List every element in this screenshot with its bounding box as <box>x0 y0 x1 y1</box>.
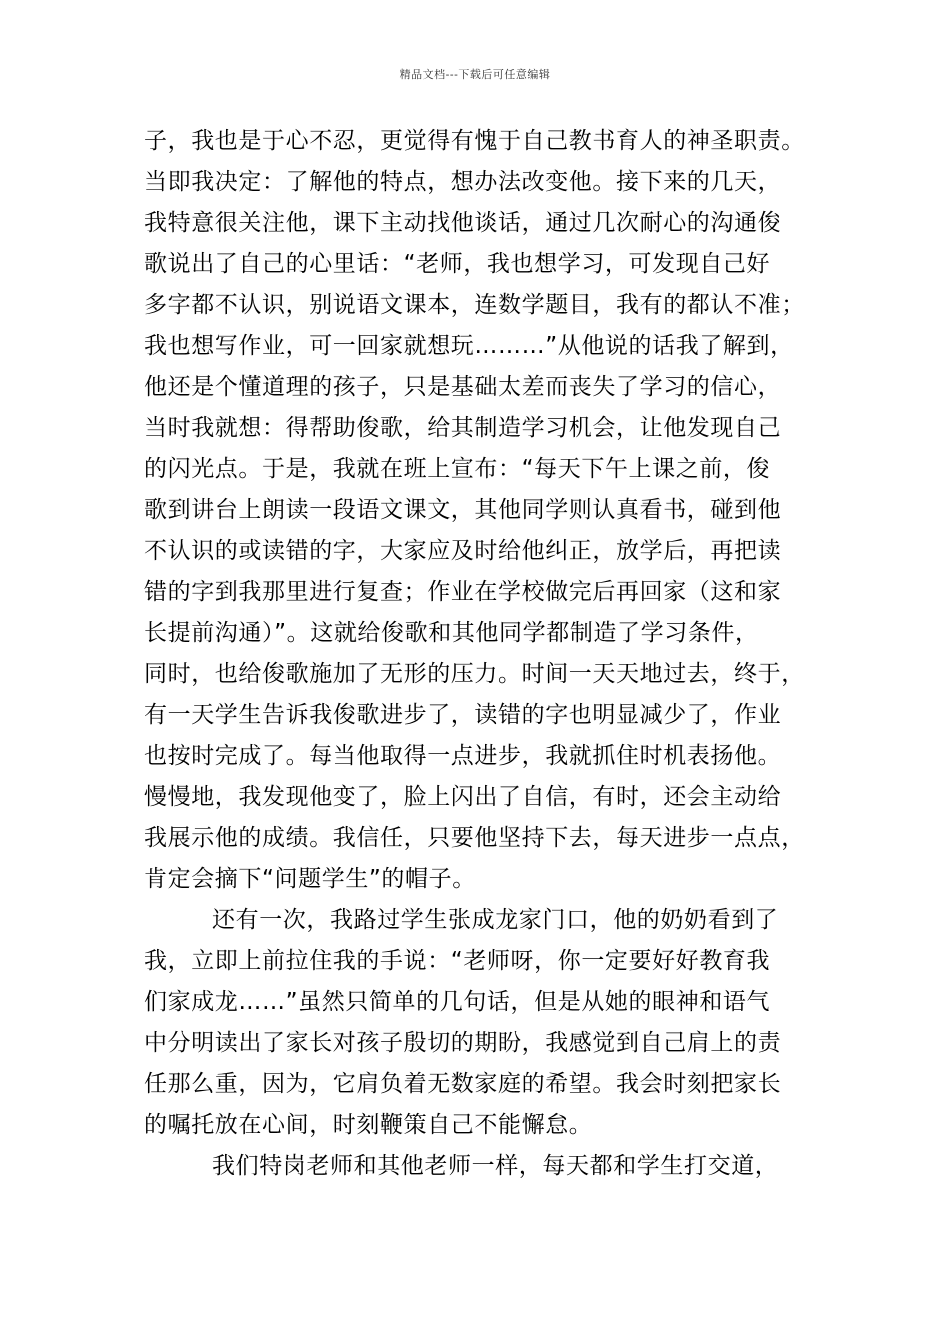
text-line: 当即我决定：了解他的特点，想办法改变他。接下来的几天， <box>144 169 782 195</box>
text-line: 错的字到我那里进行复查；作业在学校做完后再回家（这和家 <box>144 579 782 605</box>
text-line: 任那么重，因为，它肩负着无数家庭的希望。我会时刻把家长 <box>144 1071 782 1097</box>
paragraph-first-line: 还有一次，我路过学生张成龙家门口，他的奶奶看到了 <box>212 907 779 933</box>
text-line: 多字都不认识，别说语文课本，连数学题目，我有的都认不准； <box>144 292 805 318</box>
text-line: 中分明读出了家长对孩子殷切的期盼，我感觉到自己肩上的责 <box>144 1030 782 1056</box>
text-line: 我展示他的成绩。我信任，只要他坚持下去，每天进步一点点， <box>144 825 805 851</box>
text-line: 肯定会摘下“问题学生”的帽子。 <box>144 866 476 892</box>
page-header: 精品文档---下载后可任意编辑 <box>399 68 551 81</box>
text-line: 子，我也是于心不忍，更觉得有愧于自己教书育人的神圣职责。 <box>144 128 805 154</box>
text-line: 歌到讲台上朗读一段语文课文，其他同学则认真看书，碰到他 <box>144 497 782 523</box>
text-line: 不认识的或读错的字，大家应及时给他纠正，放学后，再把读 <box>144 538 782 564</box>
text-line: 我，立即上前拉住我的手说：“老师呀，你一定要好好教育我 <box>144 948 771 974</box>
text-line: 歌说出了自己的心里话：“老师，我也想学习，可发现自己好 <box>144 251 771 277</box>
text-line: 我特意很关注他，课下主动找他谈话，通过几次耐心的沟通俊 <box>144 210 782 236</box>
text-line: 他还是个懂道理的孩子，只是基础太差而丧失了学习的信心， <box>144 374 782 400</box>
text-line: 同时，也给俊歌施加了无形的压力。时间一天天地过去，终于， <box>144 661 805 687</box>
text-line: 当时我就想：得帮助俊歌，给其制造学习机会，让他发现自己 <box>144 415 782 441</box>
text-line: 也按时完成了。每当他取得一点进步，我就抓住时机表扬他。 <box>144 743 782 769</box>
text-line: 慢慢地，我发现他变了，脸上闪出了自信，有时，还会主动给 <box>144 784 782 810</box>
text-line: 我也想写作业，可一回家就想玩………”从他说的话我了解到， <box>144 333 794 359</box>
paragraph-first-line: 我们特岗老师和其他老师一样，每天都和学生打交道， <box>212 1153 779 1179</box>
text-line: 长提前沟通）”。这就给俊歌和其他同学都制造了学习条件， <box>144 620 759 646</box>
text-line: 的闪光点。于是，我就在班上宣布：“每天下午上课之前，俊 <box>144 456 771 482</box>
text-line: 有一天学生告诉我俊歌进步了，读错的字也明显减少了，作业 <box>144 702 782 728</box>
text-line: 们家成龙……”虽然只简单的几句话，但是从她的眼神和语气 <box>144 989 771 1015</box>
text-line: 的嘱托放在心间，时刻鞭策自己不能懈怠。 <box>144 1112 593 1138</box>
document-body <box>144 121 834 1187</box>
